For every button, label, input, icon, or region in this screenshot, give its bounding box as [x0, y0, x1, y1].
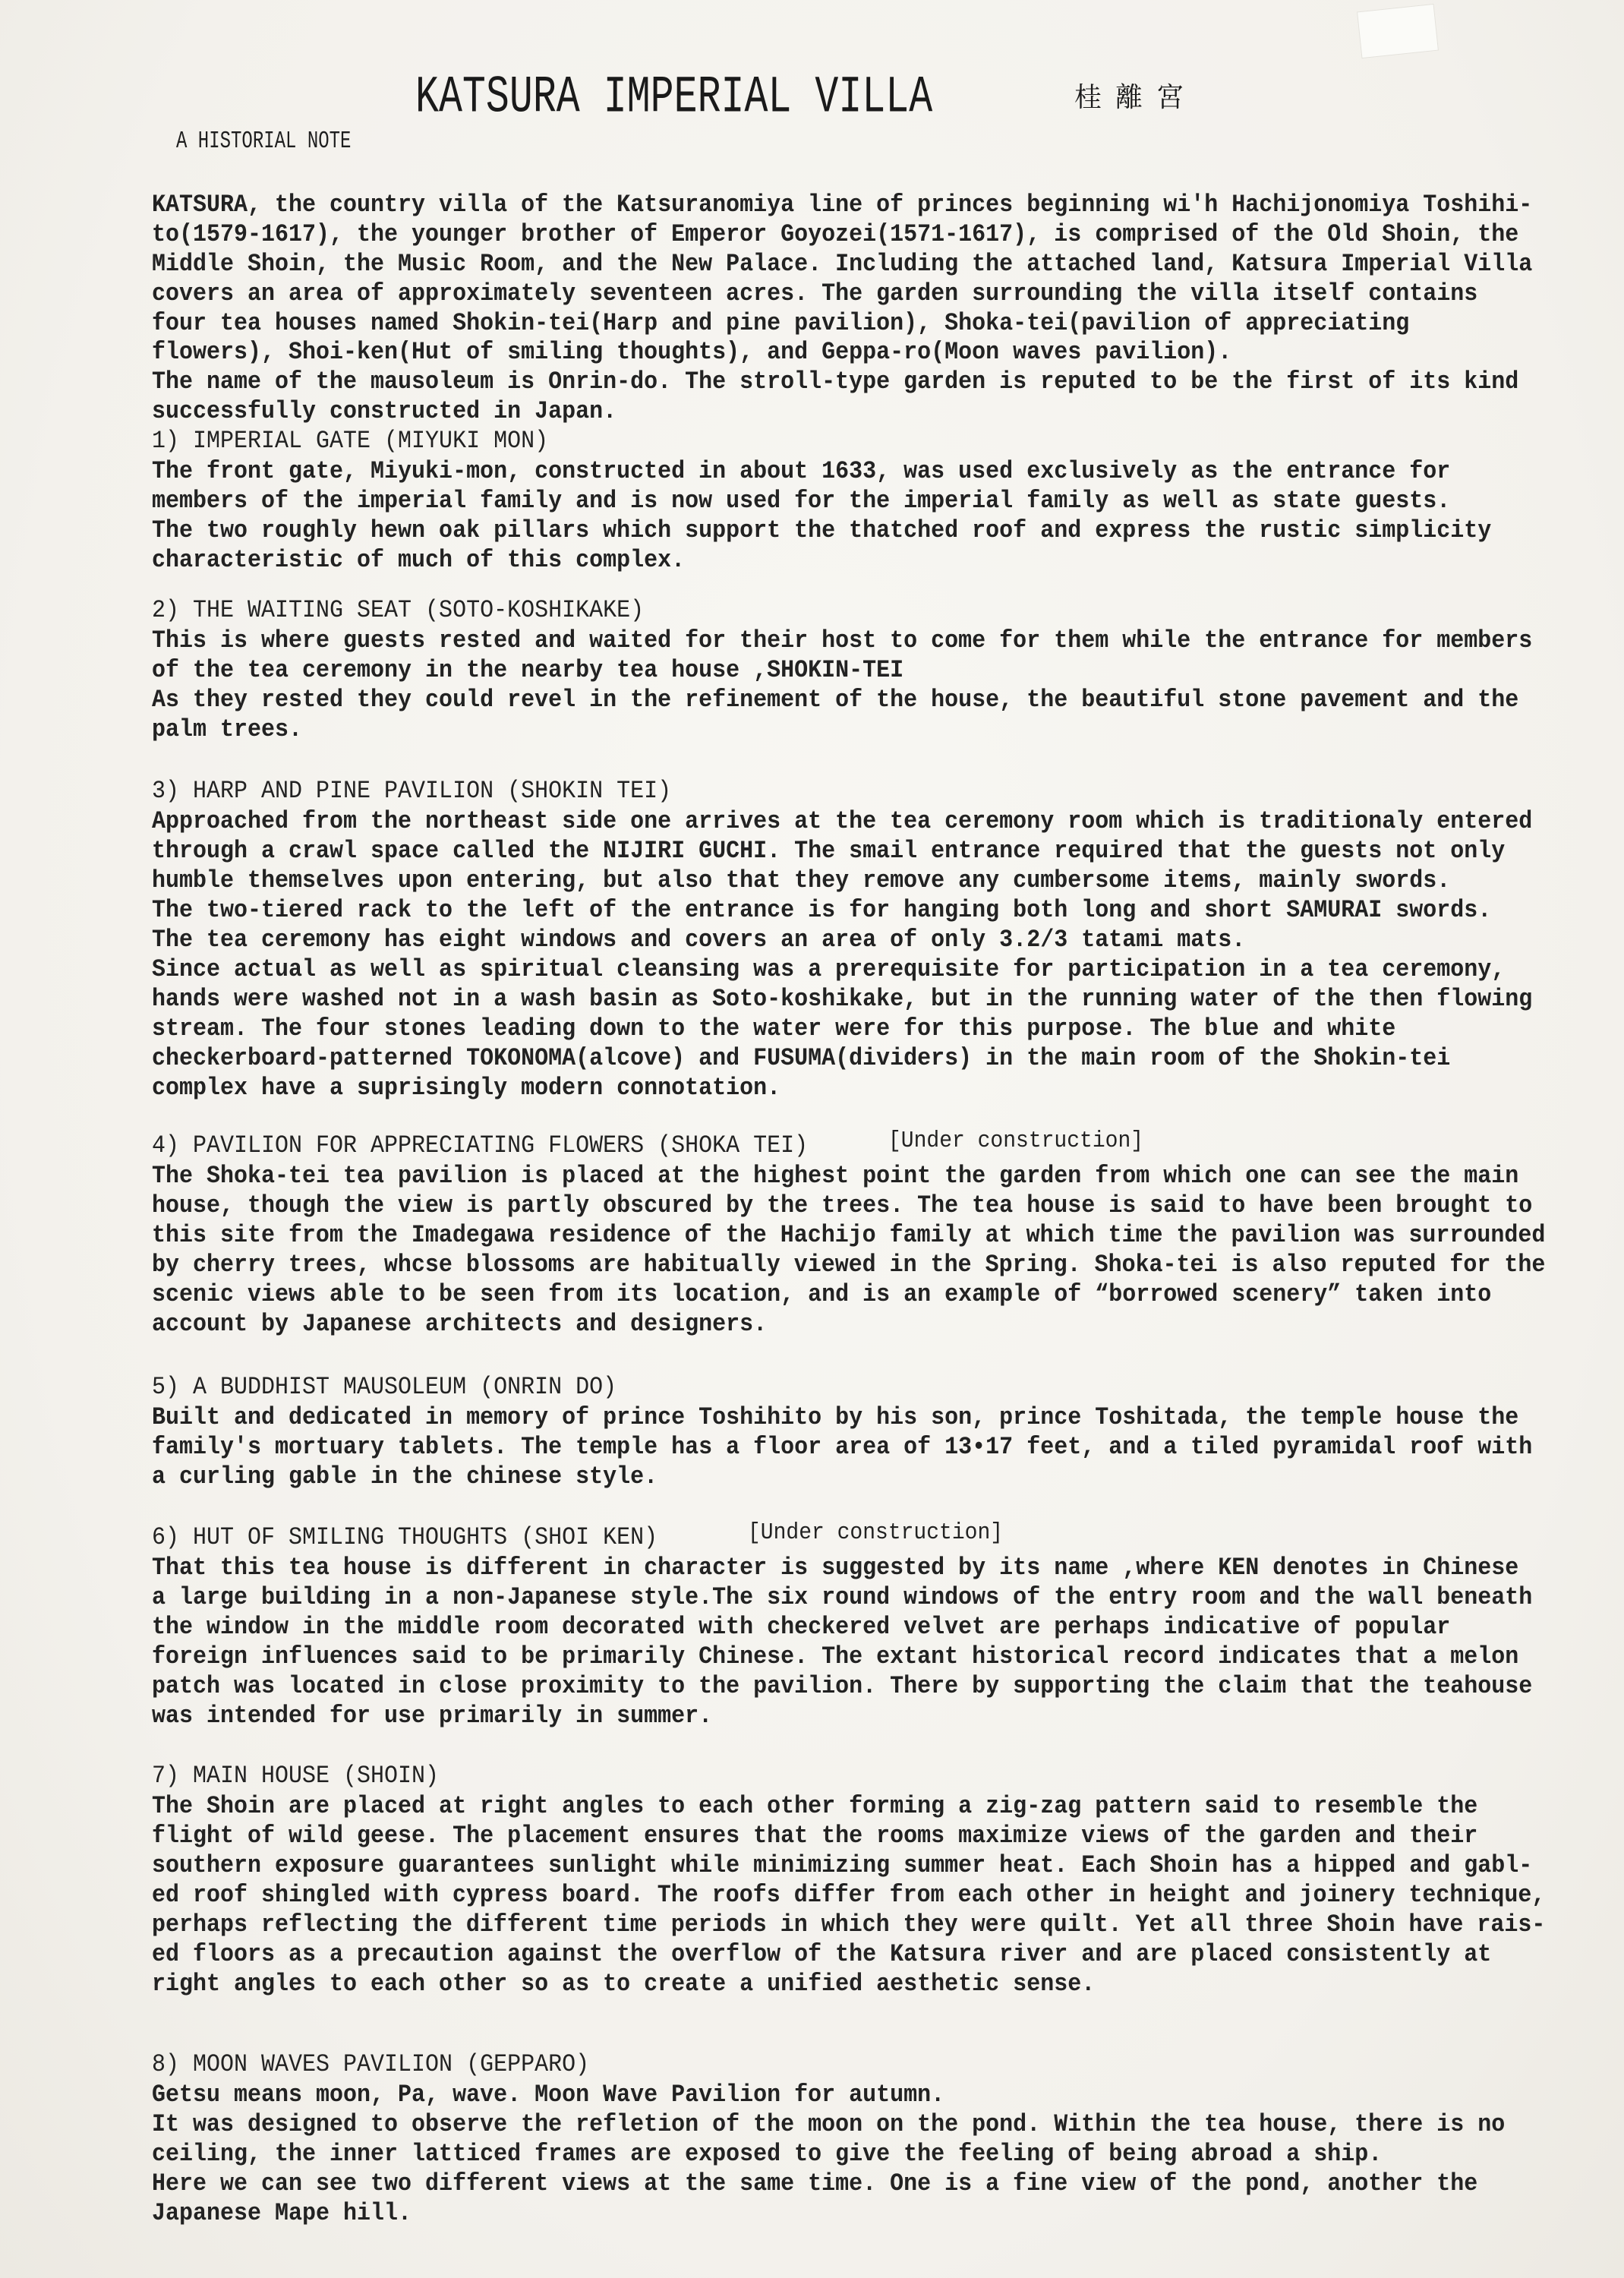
section-line: This is where guests rested and waited for their host to come for them while the entrance for members: [152, 626, 1533, 655]
title-kanji: 桂離宮: [1074, 82, 1198, 113]
section-line: ceiling, the inner latticed frames are exposed to give the feeling of being abroad a ship.: [152, 2140, 1383, 2169]
torn-paper-patch: [1357, 4, 1439, 58]
section-line: Built and dedicated in memory of prince Toshihito by his son, prince Toshitada, the temple house the: [152, 1403, 1519, 1432]
section-line: Getsu means moon, Pa, wave. Moon Wave Pavilion for autumn.: [152, 2081, 945, 2109]
section-heading: 5) A BUDDHIST MAUSOLEUM (ONRIN DO): [152, 1373, 617, 1402]
section-line: a large building in a non-Japanese style.The six round windows of the entry room and the wall beneath: [152, 1583, 1533, 1612]
section-line: stream. The four stones leading down to the water were for this purpose. The blue and white: [152, 1014, 1396, 1043]
section-line: The two roughly hewn oak pillars which support the thatched roof and express the rustic simplicity: [152, 516, 1492, 545]
section-line: Approached from the northeast side one arrives at the tea ceremony room which is traditionaly entered: [152, 807, 1533, 836]
section-line: humble themselves upon entering, but also that they remove any cumbersome items, mainly swords.: [152, 866, 1451, 895]
section-line: scenic views able to be seen from its location, and is an example of “borrowed scenery” taken into: [152, 1280, 1492, 1309]
document-title: KATSURA IMPERIAL VILLA: [415, 68, 933, 128]
section-line: members of the imperial family and is now used for the imperial family as well as state guests.: [152, 487, 1451, 516]
section-heading: 2) THE WAITING SEAT (SOTO-KOSHIKAKE): [152, 596, 645, 625]
section-line: family's mortuary tablets. The temple has a floor area of 13•17 feet, and a tiled pyramidal roof with: [152, 1433, 1533, 1462]
section-line: this site from the Imadegawa residence of the Hachijo family at which time the pavilion was surrounded: [152, 1221, 1546, 1250]
section-line: The front gate, Miyuki-mon, constructed in about 1633, was used exclusively as the entrance for: [152, 457, 1451, 486]
section-heading: 4) PAVILION FOR APPRECIATING FLOWERS (SHOKA TEI): [152, 1131, 809, 1160]
section-line: palm trees.: [152, 715, 303, 744]
section-line: Since actual as well as spiritual cleansing was a prerequisite for participation in a tea ceremony,: [152, 955, 1506, 984]
section-line: the window in the middle room decorated with checkered velvet are perhaps indicative of popular: [152, 1613, 1451, 1642]
intro-line: successfully constructed in Japan.: [152, 397, 617, 426]
section-line: patch was located in close proximity to the pavilion. There by supporting the claim that the teahouse: [152, 1672, 1533, 1701]
section-line: a curling gable in the chinese style.: [152, 1462, 658, 1491]
section-line: It was designed to observe the refletion of the moon on the pond. Within the tea house, there is no: [152, 2110, 1506, 2139]
section-heading: 3) HARP AND PINE PAVILION (SHOKIN TEI): [152, 777, 672, 806]
section-line: was intended for use primarily in summer.: [152, 1702, 713, 1731]
section-line: by cherry trees, whcse blossoms are habitually viewed in the Spring. Shoka-tei is also reputed for the: [152, 1251, 1546, 1279]
intro-line: flowers), Shoi-ken(Hut of smiling thoughts), and Geppa-ro(Moon waves pavilion).: [152, 338, 1232, 367]
section-line: right angles to each other so as to create a unified aesthetic sense.: [152, 1970, 1096, 1999]
intro-line: covers an area of approximately seventeen acres. The garden surrounding the villa itself contains: [152, 279, 1478, 308]
document-subtitle: A HISTORIAL NOTE: [176, 128, 352, 156]
section-line: The Shoka-tei tea pavilion is placed at the highest point the garden from which one can see the main: [152, 1162, 1519, 1191]
section-line: The Shoin are placed at right angles to each other forming a zig-zag pattern said to resemble the: [152, 1792, 1478, 1821]
intro-line: KATSURA, the country villa of the Katsuranomiya line of princes beginning wi'h Hachijonomiya Toshihi-: [152, 191, 1533, 219]
section-line: ed roof shingled with cypress board. The roofs differ from each other in height and joinery technique,: [152, 1881, 1546, 1910]
section-line: hands were washed not in a wash basin as Soto-koshikake, but in the running water of the then flowing: [152, 985, 1533, 1014]
section-line: perhaps reflecting the different time periods in which they were quilt. Yet all three Shoin have rais-: [152, 1910, 1546, 1939]
section-line: house, though the view is partly obscured by the trees. The tea house is said to have been brought to: [152, 1191, 1533, 1220]
section-line: Japanese Mape hill.: [152, 2199, 412, 2228]
section-line: of the tea ceremony in the nearby tea house ,SHOKIN-TEI: [152, 656, 904, 685]
intro-line: to(1579-1617), the younger brother of Emperor Goyozei(1571-1617), is comprised of the Old Shoin, the: [152, 220, 1519, 249]
section-heading: 8) MOON WAVES PAVILION (GEPPARO): [152, 2050, 590, 2079]
section-line: checkerboard-patterned TOKONOMA(alcove) and FUSUMA(dividers) in the main room of the Shokin-tei: [152, 1044, 1451, 1073]
under-construction-note: [Under construction]: [748, 1520, 1004, 1546]
section-line: The two-tiered rack to the left of the entrance is for hanging both long and short SAMURAI swords.: [152, 896, 1492, 925]
section-line: As they rested they could revel in the refinement of the house, the beautiful stone pavement and the: [152, 686, 1519, 715]
section-line: ed floors as a precaution against the overflow of the Katsura river and are placed consistently at: [152, 1940, 1492, 1969]
section-line: through a crawl space called the NIJIRI GUCHI. The smail entrance required that the guests not only: [152, 837, 1506, 866]
section-line: The tea ceremony has eight windows and covers an area of only 3.2/3 tatami mats.: [152, 926, 1246, 954]
intro-line: The name of the mausoleum is Onrin-do. The stroll-type garden is reputed to be the first of its kind: [152, 368, 1519, 396]
section-line: complex have a suprisingly modern connotation.: [152, 1074, 781, 1103]
section-heading: 1) IMPERIAL GATE (MIYUKI MON): [152, 427, 549, 456]
section-line: flight of wild geese. The placement ensures that the rooms maximize views of the garden and their: [152, 1822, 1478, 1850]
section-line: That this tea house is different in character is suggested by its name ,where KEN denotes in Chinese: [152, 1554, 1519, 1582]
under-construction-note: [Under construction]: [888, 1128, 1144, 1154]
section-line: Here we can see two different views at the same time. One is a fine view of the pond, another the: [152, 2169, 1478, 2198]
section-line: account by Japanese architects and designers.: [152, 1310, 768, 1339]
section-heading: 7) MAIN HOUSE (SHOIN): [152, 1762, 440, 1791]
section-heading: 6) HUT OF SMILING THOUGHTS (SHOI KEN): [152, 1523, 658, 1552]
section-line: southern exposure guarantees sunlight while minimizing summer heat. Each Shoin has a hipped and gabl-: [152, 1851, 1533, 1880]
section-line: characteristic of much of this complex.: [152, 546, 686, 575]
intro-line: Middle Shoin, the Music Room, and the New Palace. Including the attached land, Katsura Imperial Villa: [152, 250, 1533, 279]
section-line: foreign influences said to be primarily Chinese. The extant historical record indicates that a melon: [152, 1642, 1519, 1671]
intro-line: four tea houses named Shokin-tei(Harp and pine pavilion), Shoka-tei(pavilion of appreciating: [152, 309, 1410, 338]
